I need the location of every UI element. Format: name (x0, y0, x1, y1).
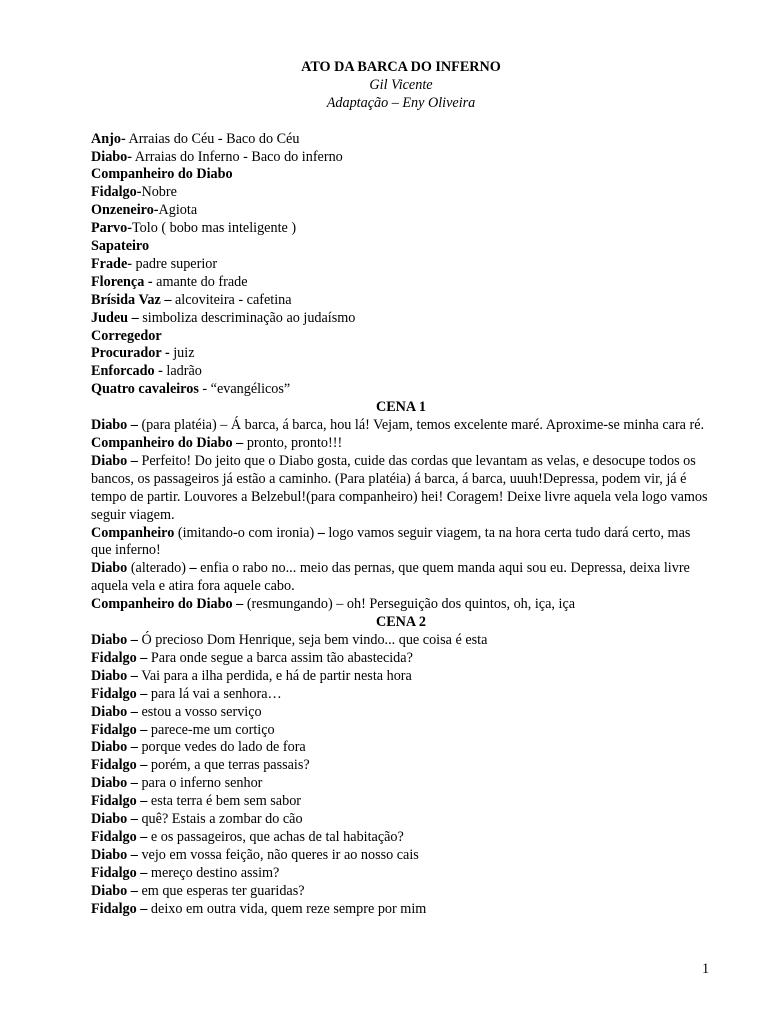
character-name: Onzeneiro- (91, 202, 159, 219)
character-description: Arraias do Inferno - Baco do inferno (132, 148, 343, 165)
dialogue-text: (alterado) (127, 560, 190, 577)
speaker-name: Fidalgo – (91, 721, 148, 738)
dialogue-line (91, 435, 711, 453)
character-name: Florença - (91, 273, 153, 290)
character-entry (91, 202, 711, 220)
character-name: Sapateiro (91, 238, 150, 255)
dialogue-text: Para onde segue a barca assim tão abastecida? (147, 649, 413, 666)
character-entry (91, 149, 711, 167)
character-entry (91, 220, 711, 238)
dialogue-line (91, 632, 711, 650)
dialogue-text: para lá vai a senhora… (147, 685, 282, 702)
dialogue-text: (para platéia) – Á barca, á barca, hou lá! Vejam, temos excelente maré. Aproxime-se minha cara ré. (137, 417, 705, 434)
document-title: ATO DA BARCA DO INFERNO (301, 59, 501, 75)
dialogue-text: Vai para a ilha perdida, e há de partir nesta hora (137, 667, 412, 684)
scene-2-heading: CENA 2 (375, 614, 427, 631)
character-entry (91, 345, 711, 363)
character-entry (91, 363, 711, 381)
character-name: Procurador - (91, 345, 170, 362)
dialogue-line (91, 596, 711, 614)
character-entry (91, 184, 711, 202)
speaker-name: Fidalgo – (91, 757, 148, 774)
dialogue-text: enfia o rabo no... meio das pernas, que quem manda aqui sou eu. Depressa, deixa livre aquela vela e atira fora aquele cabo. (91, 560, 690, 595)
dialogue-line (91, 829, 711, 847)
dialogue-line (91, 901, 711, 919)
dialogue-line (91, 686, 711, 704)
speaker-name: Diabo – (91, 811, 138, 828)
speaker-name: Diabo – (91, 882, 138, 899)
character-description: alcoviteira - cafetina (171, 291, 292, 308)
dialogue-text: porque vedes do lado de fora (137, 739, 306, 756)
dialogue-line (91, 811, 711, 829)
character-name: Parvo- (91, 220, 132, 237)
scene-1-dialogue (91, 417, 711, 614)
speaker-name: Fidalgo – (91, 864, 148, 881)
character-description: Nobre (141, 184, 177, 201)
dialogue-text: (resmungando) – oh! Perseguição dos quintos, oh, iça, iça (243, 596, 576, 613)
character-entry (91, 310, 711, 328)
character-entry (91, 274, 711, 292)
dialogue-line (91, 453, 711, 525)
character-name: Anjo- (91, 130, 126, 147)
dialogue-line (91, 757, 711, 775)
dialogue-line (91, 883, 711, 901)
speaker-dash: – (317, 524, 325, 541)
speaker-name: Diabo – (91, 703, 138, 720)
speaker-dash: – (189, 560, 197, 577)
speaker-name: Diabo – (91, 739, 138, 756)
document-author: Gil Vicente (369, 76, 433, 93)
dialogue-text: estou a vosso serviço (137, 703, 262, 720)
dialogue-text: porém, a que terras passais? (147, 757, 310, 774)
character-name: Diabo- (91, 148, 132, 165)
dialogue-text: para o inferno senhor (137, 775, 263, 792)
speaker-name: Companheiro do Diabo – (91, 596, 244, 613)
character-description: amante do frade (152, 273, 248, 290)
character-name: Fidalgo- (91, 184, 142, 201)
dialogue-line (91, 668, 711, 686)
character-entry (91, 292, 711, 310)
document-body (91, 59, 711, 918)
dialogue-text: pronto, pronto!!! (243, 435, 343, 452)
character-list (91, 131, 711, 400)
dialogue-text: deixo em outra vida, quem reze sempre por mim (147, 900, 427, 917)
character-name: Corregedor (91, 327, 162, 344)
speaker-name: Diabo – (91, 417, 138, 434)
speaker-name: Diabo – (91, 846, 138, 863)
speaker-name: Fidalgo – (91, 900, 148, 917)
dialogue-text: mereço destino assim? (147, 864, 280, 881)
dialogue-text: logo vamos seguir viagem, ta na hora certa tudo dará certo, mas que inferno! (91, 524, 691, 559)
dialogue-text: vejo em vossa feição, não queres ir ao nosso cais (137, 846, 419, 863)
speaker-name: Diabo (91, 560, 128, 577)
dialogue-text: esta terra é bem sem sabor (147, 793, 302, 810)
dialogue-text: Perfeito! Do jeito que o Diabo gosta, cuide das cordas que levantam as velas, e desocupe todos os bancos, os passageiros já estão a caminho. (Para platéia) á barca, á barca, uuuh!Depressa, podem vir, já é tempo de partir. Louvores a Belzebul!(para companheiro) hei! Coragem! Deixe livre aquela vela logo vamos seguir viagem. (91, 452, 708, 523)
character-description: Agiota (158, 202, 198, 219)
speaker-name: Companheiro do Diabo – (91, 435, 244, 452)
dialogue-line (91, 722, 711, 740)
character-entry (91, 328, 711, 346)
dialogue-text: em que esperas ter guaridas? (137, 882, 305, 899)
dialogue-text: parece-me um cortiço (147, 721, 275, 738)
character-name: Companheiro do Diabo (91, 166, 233, 183)
speaker-name: Diabo – (91, 452, 138, 469)
dialogue-line (91, 865, 711, 883)
dialogue-line (91, 775, 711, 793)
character-name: Brísida Vaz – (91, 291, 172, 308)
character-name: Frade- (91, 255, 132, 272)
spacer (91, 113, 711, 131)
dialogue-text: quê? Estais a zombar do cão (137, 811, 303, 828)
character-description: ladrão (162, 363, 202, 380)
character-name: Enforcado - (91, 363, 163, 380)
dialogue-line (91, 417, 711, 435)
dialogue-text: (imitando-o com ironia) (174, 524, 318, 541)
scene-1-heading: CENA 1 (375, 399, 427, 416)
dialogue-line (91, 560, 711, 596)
character-description: simboliza descriminação ao judaísmo (138, 309, 356, 326)
dialogue-line (91, 525, 711, 561)
speaker-name: Companheiro (91, 524, 175, 541)
dialogue-line (91, 793, 711, 811)
dialogue-text: e os passageiros, que achas de tal habitação? (147, 828, 404, 845)
speaker-name: Fidalgo – (91, 649, 148, 666)
speaker-name: Fidalgo – (91, 685, 148, 702)
speaker-name: Diabo – (91, 667, 138, 684)
page-number: 1 (702, 961, 710, 977)
dialogue-line (91, 704, 711, 722)
character-entry (91, 238, 711, 256)
speaker-name: Fidalgo – (91, 828, 148, 845)
character-entry (91, 256, 711, 274)
speaker-name: Diabo – (91, 775, 138, 792)
speaker-name: Diabo – (91, 631, 138, 648)
character-description: padre superior (131, 255, 218, 272)
character-description: juiz (169, 345, 195, 362)
character-entry (91, 166, 711, 184)
character-entry (91, 131, 711, 149)
dialogue-text: Ó precioso Dom Henrique, seja bem vindo... que coisa é esta (137, 631, 488, 648)
character-description: - “evangélicos” (198, 381, 291, 398)
dialogue-line (91, 847, 711, 865)
character-entry (91, 381, 711, 399)
speaker-name: Fidalgo – (91, 793, 148, 810)
dialogue-line (91, 739, 711, 757)
document-adaptation: Adaptação – Eny Oliveira (326, 94, 476, 111)
scene-2-dialogue (91, 632, 711, 919)
character-description: Arraias do Céu - Baco do Céu (125, 130, 300, 147)
character-name: Quatro cavaleiros (91, 381, 199, 398)
character-description: Tolo ( bobo mas inteligente ) (131, 220, 297, 237)
character-name: Judeu – (91, 309, 139, 326)
dialogue-line (91, 650, 711, 668)
